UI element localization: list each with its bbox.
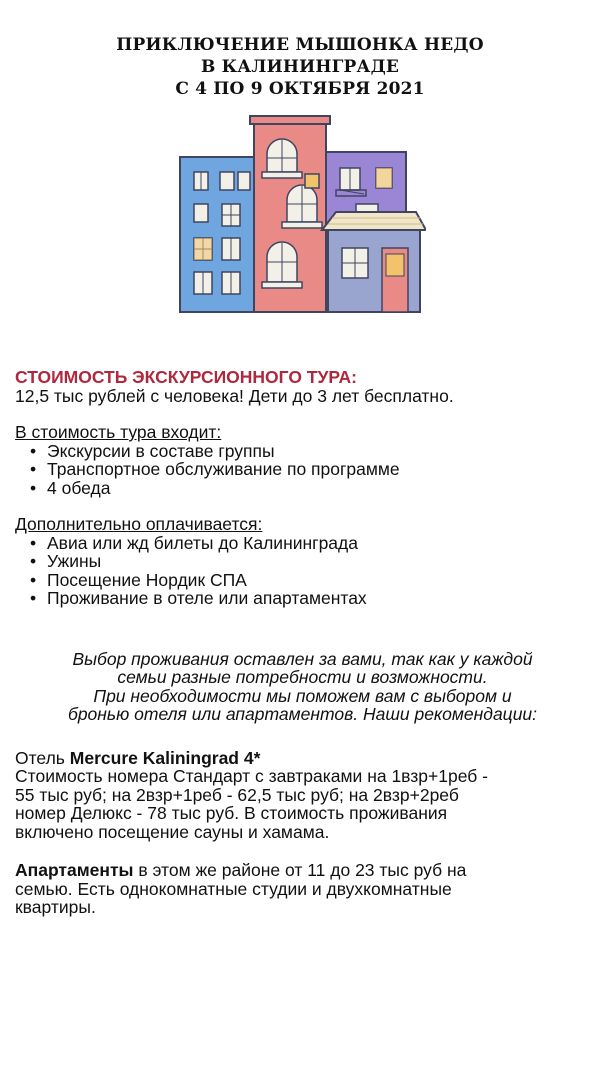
note-line-3: При необходимости мы поможем вам с выбором и: [93, 685, 512, 706]
included-list: [15, 442, 590, 498]
note-line-2: семьи разные потребности и возможности.: [117, 667, 488, 687]
included-heading: В стоимость тура входит:: [15, 422, 222, 442]
price-text: 12,5 тыс рублей с человека! Дети до 3 лет бесплатно.: [15, 385, 454, 406]
note-line-4: бронью отеля или апартаментов. Наши рекомендации:: [67, 704, 538, 724]
hotel-title: [15, 749, 590, 768]
hotel-prefix: Отель: [15, 747, 70, 768]
pink-house: [250, 116, 330, 312]
list-item: • Транспортное обслуживание по программе: [47, 460, 590, 479]
title-line-1: ПРИКЛЮЧЕНИЕ МЫШОНКА НЕДО: [116, 35, 484, 55]
apartments-line-3: квартиры.: [15, 897, 96, 917]
extra-list: [15, 534, 590, 608]
extra-heading: Дополнительно оплачивается:: [15, 514, 263, 534]
accommodation-note: [15, 650, 590, 724]
tour-details: [15, 368, 590, 917]
apartments-line-1-text: в этом же районе от 11 до 23 тыс руб на: [133, 860, 467, 880]
hotel-recommendation: [15, 749, 590, 842]
list-item: • Проживание в отеле или апартаментах: [47, 589, 590, 608]
houses-illustration: [172, 112, 426, 318]
list-item: • Ужины: [47, 552, 590, 571]
list-item: • 4 обеда: [47, 479, 590, 498]
hotel-line-1: Стоимость номера Стандарт с завтраками на 1взр+1реб -: [15, 766, 488, 786]
annex-house: [322, 212, 426, 312]
list-item: • Посещение Нордик СПА: [47, 571, 590, 590]
list-item: • Авиа или жд билеты до Калининграда: [47, 534, 590, 553]
hotel-name: Mercure Kaliningrad 4*: [69, 747, 261, 768]
apartments-line-1: [15, 861, 590, 880]
hotel-line-4: включено посещение сауны и хамама.: [15, 821, 330, 842]
blue-house: [180, 157, 258, 312]
note-line-1: Выбор проживания оставлен за вами, так как у каждой: [72, 648, 533, 669]
price-heading: СТОИМОСТЬ ЭКСКУРСИОННОГО ТУРА:: [15, 367, 358, 387]
title-line-2: В КАЛИНИНГРАДЕ: [200, 57, 400, 77]
apartments-label: Апартаменты: [15, 860, 134, 880]
page-title: [0, 34, 600, 100]
apartments-recommendation: [15, 861, 590, 917]
apartments-line-2: семью. Есть однокомнатные студии и двухкомнатные: [15, 878, 452, 899]
houses-icon: [172, 112, 426, 318]
title-line-3: С 4 ПО 9 ОКТЯБРЯ 2021: [175, 79, 425, 99]
hotel-line-3: номер Делюкс - 78 тыс руб. В стоимость проживания: [15, 803, 448, 823]
list-item: • Экскурсии в составе группы: [47, 442, 590, 461]
hotel-line-2: 55 тыс руб; на 2взр+1реб - 62,5 тыс руб; на 2взр+2реб: [15, 784, 459, 805]
